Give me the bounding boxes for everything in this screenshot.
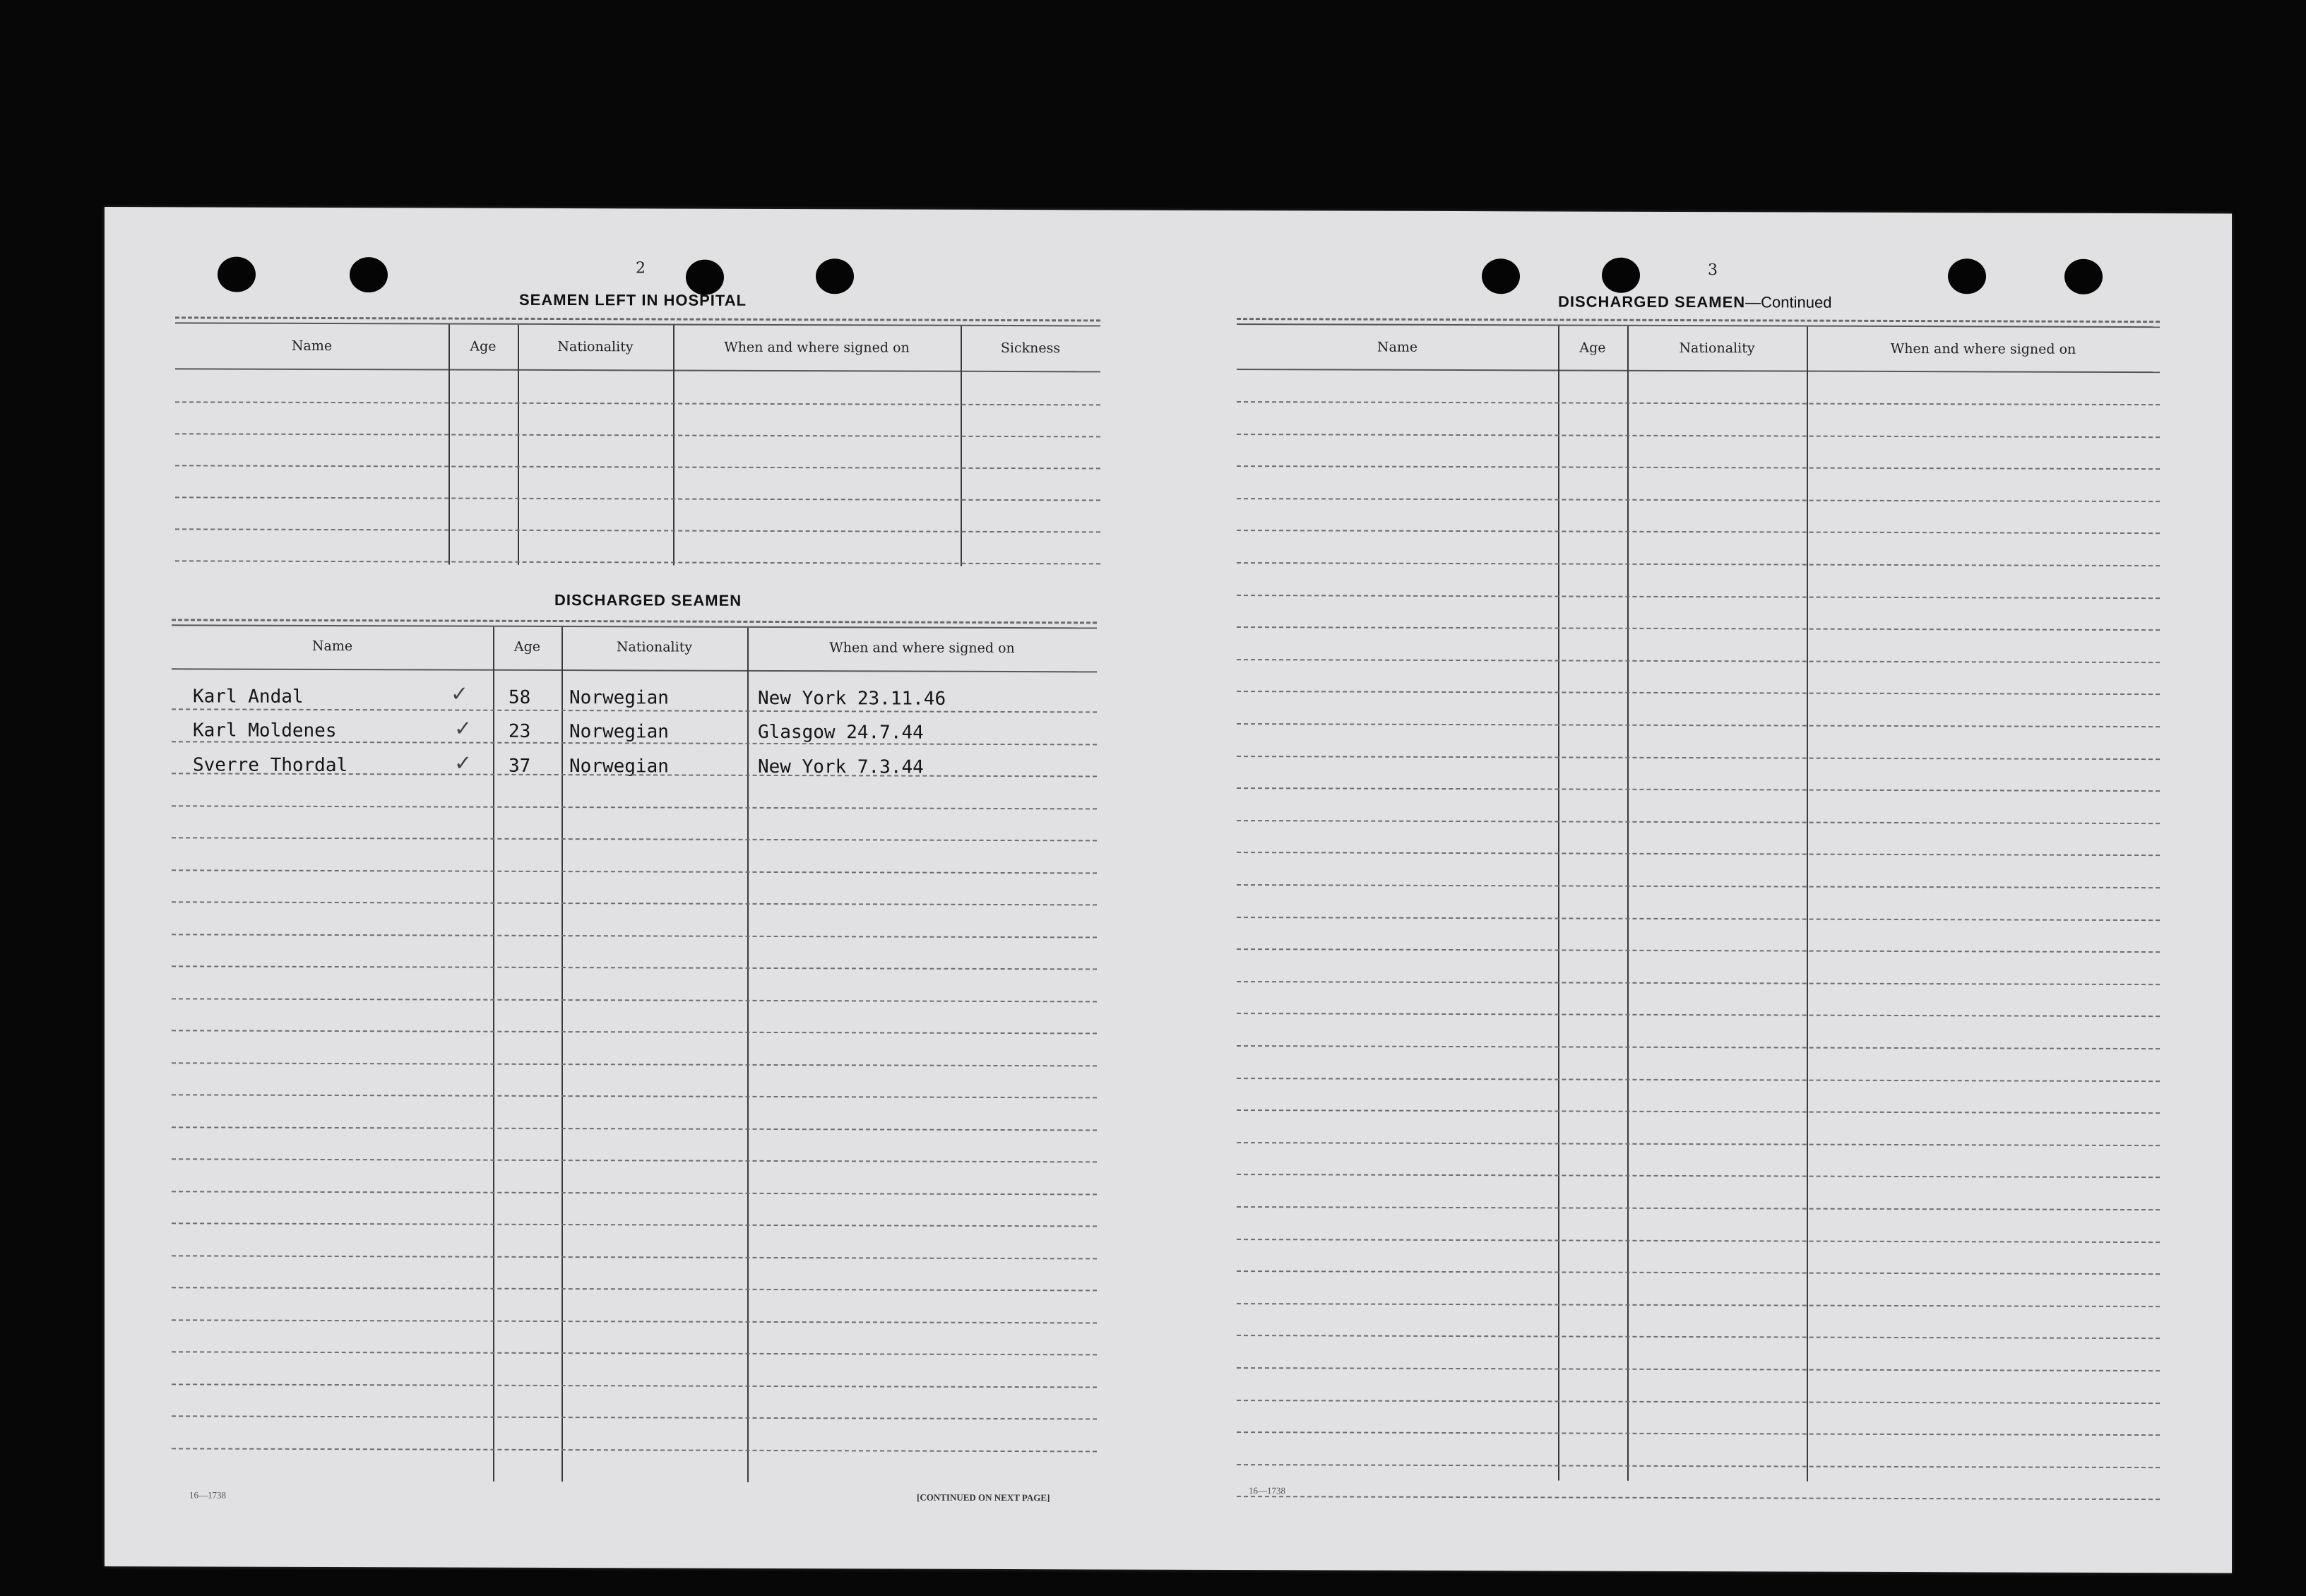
seaman-name: Karl Andal — [193, 686, 304, 708]
punch-hole — [686, 260, 724, 295]
ruled-line — [1237, 691, 2160, 695]
punch-hole — [218, 257, 256, 292]
header-nationality: Nationality — [616, 639, 693, 655]
header-signed-on: When and where signed on — [1890, 340, 2076, 357]
ruled-line — [1237, 1335, 2160, 1339]
title-suffix: —Continued — [1745, 293, 1832, 311]
ruled-line — [1237, 1496, 2160, 1500]
check-mark: ✓ — [451, 681, 469, 707]
ruled-line — [172, 1319, 1097, 1323]
ruled-line — [1237, 820, 2160, 824]
hospital-table — [175, 316, 1100, 570]
header-nationality: Nationality — [557, 339, 634, 355]
discharged-table — [172, 619, 1097, 1487]
ruled-line — [1237, 401, 2160, 405]
check-mark: ✓ — [454, 716, 473, 742]
seaman-age: 37 — [509, 755, 531, 777]
ruled-line — [1237, 1109, 2160, 1114]
ruled-line — [1237, 1303, 2160, 1307]
ruled-line — [1237, 852, 2160, 856]
header-name: Name — [1377, 339, 1418, 355]
page-number: 2 — [636, 259, 646, 278]
header-nationality: Nationality — [1679, 340, 1755, 357]
seaman-signed-on: New York 23.11.46 — [758, 687, 946, 710]
ruled-line — [1237, 1174, 2160, 1178]
seaman-nationality: Norwegian — [569, 721, 669, 743]
ruled-line — [1237, 434, 2160, 438]
seaman-nationality: Norwegian — [569, 687, 669, 709]
ruled-line — [172, 1383, 1097, 1388]
punch-hole — [1482, 258, 1520, 294]
punch-hole — [1602, 258, 1640, 293]
ruled-line — [172, 1415, 1097, 1419]
ruled-line — [1237, 1078, 2160, 1082]
ruled-line — [172, 1351, 1097, 1355]
ruled-line — [1237, 787, 2160, 792]
punch-hole — [350, 257, 388, 292]
punch-hole — [2064, 259, 2103, 294]
ruled-line — [172, 934, 1097, 938]
punch-hole — [1948, 258, 1986, 294]
ruled-line — [172, 837, 1097, 841]
seaman-age: 58 — [509, 686, 531, 708]
header-age: Age — [1579, 340, 1606, 356]
ruled-line — [1237, 1142, 2160, 1146]
ruled-line — [1237, 756, 2160, 760]
page-number: 3 — [1708, 261, 1718, 280]
ruled-line — [1237, 659, 2160, 663]
ruled-line — [1237, 498, 2160, 502]
seaman-signed-on: New York 7.3.44 — [758, 756, 924, 778]
ruled-line — [172, 1448, 1097, 1452]
header-name: Name — [291, 338, 333, 355]
ruled-line — [1237, 1239, 2160, 1243]
discharged-section-title: DISCHARGED SEAMEN — [554, 591, 742, 609]
ruled-line — [1237, 1270, 2160, 1275]
ruled-line — [1237, 1206, 2160, 1210]
ruled-line — [1237, 1013, 2160, 1017]
ruled-line — [1237, 723, 2160, 727]
header-sickness: Sickness — [1000, 340, 1061, 357]
header-name: Name — [311, 638, 353, 655]
ruled-line — [1237, 917, 2160, 921]
ruled-line — [1237, 530, 2160, 534]
ruled-line — [172, 1255, 1097, 1259]
ruled-line — [172, 998, 1097, 1002]
ruled-line — [1237, 1464, 2160, 1468]
ruled-line — [172, 1062, 1097, 1066]
punch-hole — [816, 258, 854, 294]
ruled-line — [172, 869, 1097, 874]
ruled-line — [1237, 595, 2160, 599]
ruled-line — [1237, 465, 2160, 470]
ruled-line — [172, 1094, 1097, 1098]
header-signed-on: When and where signed on — [724, 339, 910, 356]
header-age: Age — [513, 638, 541, 655]
ruled-line — [172, 901, 1097, 905]
ruled-line — [172, 1030, 1097, 1034]
ruled-line — [1237, 1045, 2160, 1049]
seaman-signed-on: Glasgow 24.7.44 — [758, 721, 924, 744]
ruled-line — [1237, 981, 2160, 985]
header-signed-on: When and where signed on — [829, 640, 1015, 657]
title-main: DISCHARGED SEAMEN — [1558, 292, 1746, 311]
ruled-line — [1237, 626, 2160, 631]
ruled-line — [172, 708, 1097, 713]
hospital-section-title: SEAMEN LEFT IN HOSPITAL — [519, 290, 747, 309]
discharged-continued-table — [1237, 318, 2160, 1486]
ruled-line — [172, 1191, 1097, 1195]
ruled-line — [172, 1287, 1097, 1291]
ruled-line — [172, 965, 1097, 970]
ruled-line — [1237, 948, 2160, 953]
ruled-line — [172, 1158, 1097, 1162]
seaman-name: Sverre Thordal — [193, 754, 348, 777]
ruled-line — [172, 1222, 1097, 1227]
ruled-line — [1237, 884, 2160, 888]
header-age: Age — [470, 338, 497, 355]
document-sheet — [105, 207, 2232, 1573]
seaman-name: Karl Moldenes — [193, 720, 337, 742]
ruled-line — [1237, 562, 2160, 566]
ruled-line — [1237, 1431, 2160, 1436]
ruled-line — [1237, 1367, 2160, 1371]
seaman-nationality: Norwegian — [569, 756, 669, 778]
ruled-line — [1237, 1400, 2160, 1404]
discharged-continued-title — [1558, 292, 1831, 311]
ruled-line — [172, 805, 1097, 809]
seaman-age: 23 — [509, 720, 531, 742]
ruled-line — [172, 1126, 1097, 1131]
form-number: 16—1738 — [1249, 1485, 1285, 1496]
form-number: 16—1738 — [189, 1489, 226, 1501]
continued-note: [CONTINUED ON NEXT PAGE] — [917, 1491, 1050, 1503]
check-mark: ✓ — [454, 751, 473, 776]
